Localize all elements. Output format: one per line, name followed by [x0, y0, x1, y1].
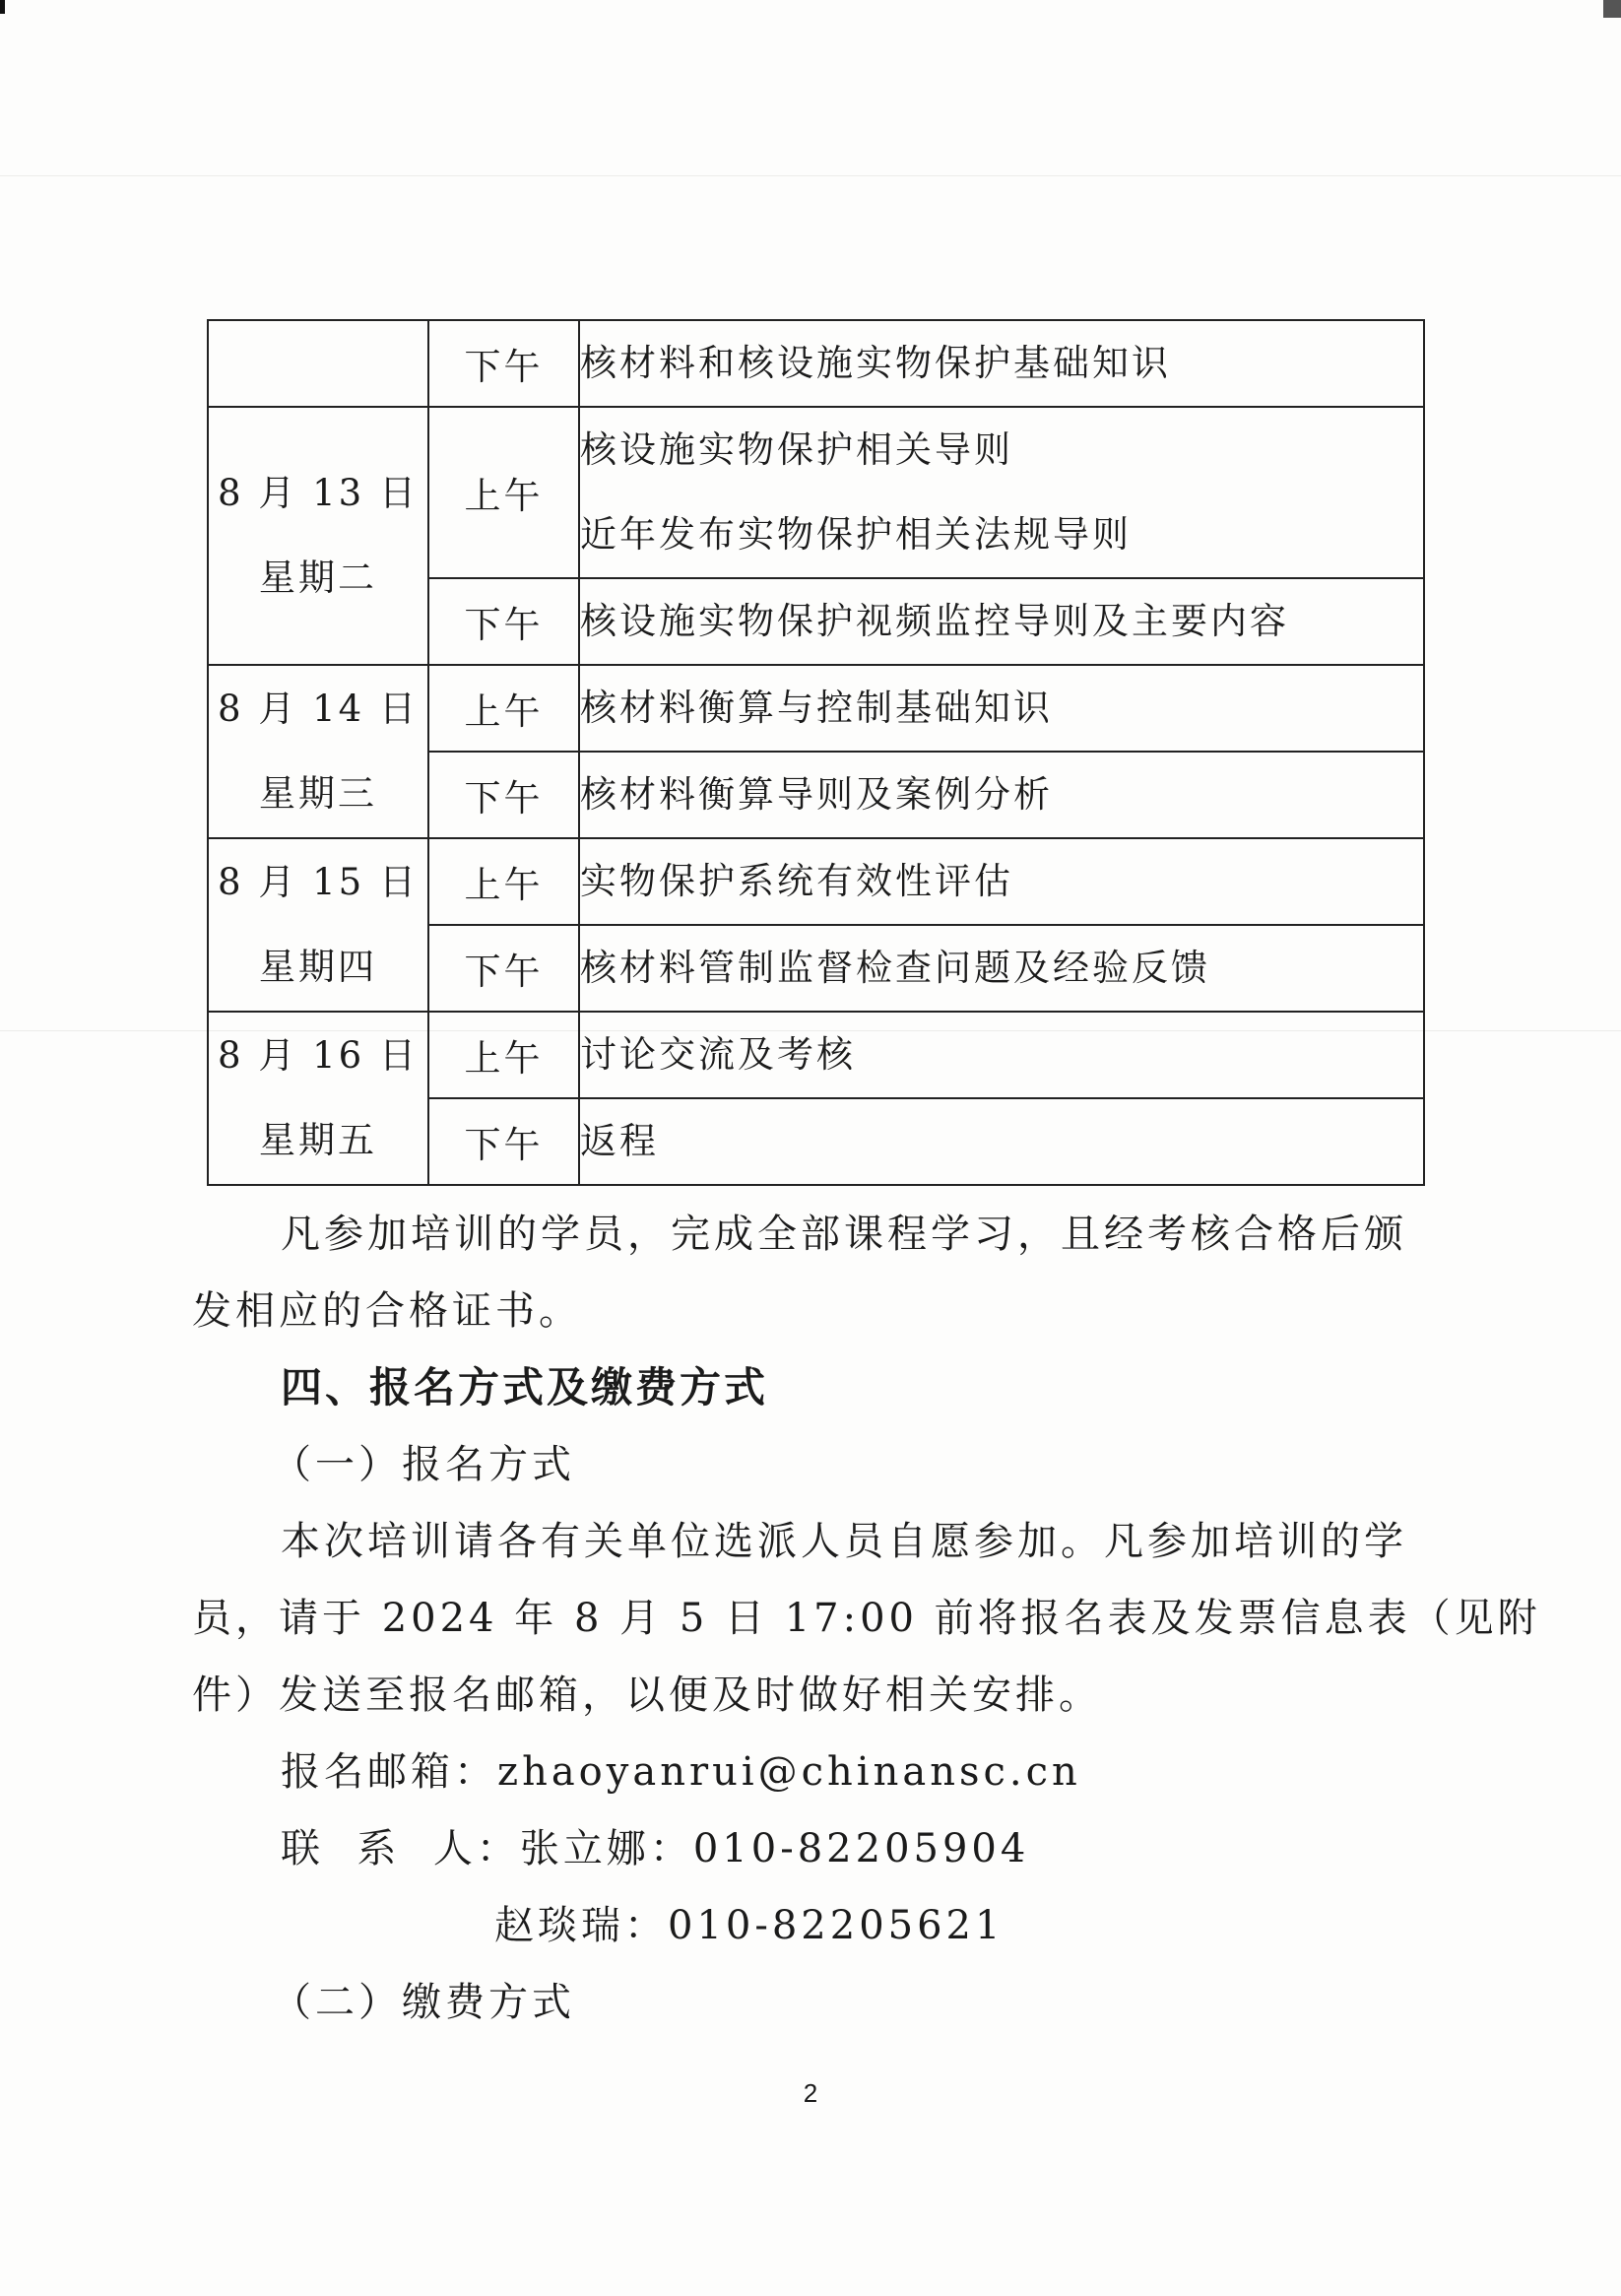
schedule-row: [208, 838, 1424, 925]
period-cell: 下午: [428, 578, 579, 665]
date-text: 8 月 16 日: [218, 1034, 419, 1077]
content-cell: [579, 925, 1424, 1012]
course-topic: 核材料衡算导则及案例分析: [580, 773, 1053, 816]
date-cell: [208, 1012, 428, 1185]
course-topic: 核设施实物保护相关导则: [580, 428, 1013, 471]
period-cell: 下午: [428, 320, 579, 407]
course-topic: 核材料和核设施实物保护基础知识: [580, 342, 1171, 384]
content-cell: [579, 1098, 1424, 1185]
course-topic: 实物保护系统有效性评估: [580, 860, 1013, 902]
course-topic: 核材料管制监督检查问题及经验反馈: [580, 947, 1210, 989]
content-cell: [579, 752, 1424, 838]
course-topic: 近年发布实物保护相关法规导则: [580, 513, 1132, 556]
scan-mark: [0, 0, 5, 14]
content-cell: [579, 838, 1424, 925]
date-cell: [208, 407, 428, 665]
certificate-line-1: 凡参加培训的学员，完成全部课程学习，且经考核合格后颁: [281, 1212, 1407, 1257]
content-cell: [579, 407, 1424, 578]
date-cell: [208, 838, 428, 1012]
scan-artifact-line: [0, 175, 1621, 176]
content-cell: [579, 320, 1424, 407]
weekday-text: 星期四: [259, 946, 377, 988]
schedule-row: [208, 1012, 1424, 1098]
course-topic: 返程: [580, 1120, 659, 1162]
course-topic: 核设施实物保护视频监控导则及主要内容: [580, 600, 1289, 642]
date-text: 8 月 14 日: [218, 688, 419, 730]
weekday-text: 星期五: [259, 1119, 377, 1161]
weekday-text: 星期三: [259, 772, 377, 815]
period-cell: 上午: [428, 838, 579, 925]
weekday-text: 星期二: [259, 557, 377, 599]
period-cell: 上午: [428, 1012, 579, 1098]
period-cell: 下午: [428, 752, 579, 838]
contact-person-1: 联 系 人：张立娜：010-82205904: [281, 1826, 1030, 1871]
contact-person-2: 赵琰瑞：010-82205621: [494, 1903, 1005, 1948]
certificate-line-2: 发相应的合格证书。: [192, 1288, 582, 1334]
registration-subheading: （一）报名方式: [272, 1442, 575, 1487]
course-topic: 核材料衡算与控制基础知识: [580, 687, 1053, 729]
content-cell: [579, 1012, 1424, 1098]
registration-text-line-3: 件）发送至报名邮箱，以便及时做好相关安排。: [192, 1673, 1102, 1718]
registration-text-line-1: 本次培训请各有关单位选派人员自愿参加。凡参加培训的学: [281, 1519, 1407, 1564]
registration-email: 报名邮箱：zhaoyanrui@chinansc.cn: [281, 1749, 1081, 1795]
content-cell: [579, 578, 1424, 665]
period-cell: 上午: [428, 407, 579, 578]
date-cell: [208, 320, 428, 407]
section-4-heading: 四、报名方式及缴费方式: [281, 1363, 769, 1411]
date-text: 8 月 13 日: [218, 472, 419, 514]
date-cell: [208, 665, 428, 838]
schedule-row: [208, 665, 1424, 752]
schedule-body: [208, 320, 1424, 1185]
schedule-row: [208, 407, 1424, 578]
period-cell: 下午: [428, 1098, 579, 1185]
period-cell: 上午: [428, 665, 579, 752]
content-cell: [579, 665, 1424, 752]
scan-mark: [1603, 0, 1621, 18]
payment-subheading: （二）缴费方式: [272, 1980, 575, 2025]
course-topic: 讨论交流及考核: [580, 1033, 856, 1076]
registration-text-line-2: 员，请于 2024 年 8 月 5 日 17:00 前将报名表及发票信息表（见附: [192, 1596, 1541, 1641]
schedule-row: [208, 320, 1424, 407]
training-schedule-table: [207, 319, 1425, 1186]
period-cell: 下午: [428, 925, 579, 1012]
date-text: 8 月 15 日: [218, 861, 419, 903]
page-number: 2: [803, 2078, 818, 2108]
